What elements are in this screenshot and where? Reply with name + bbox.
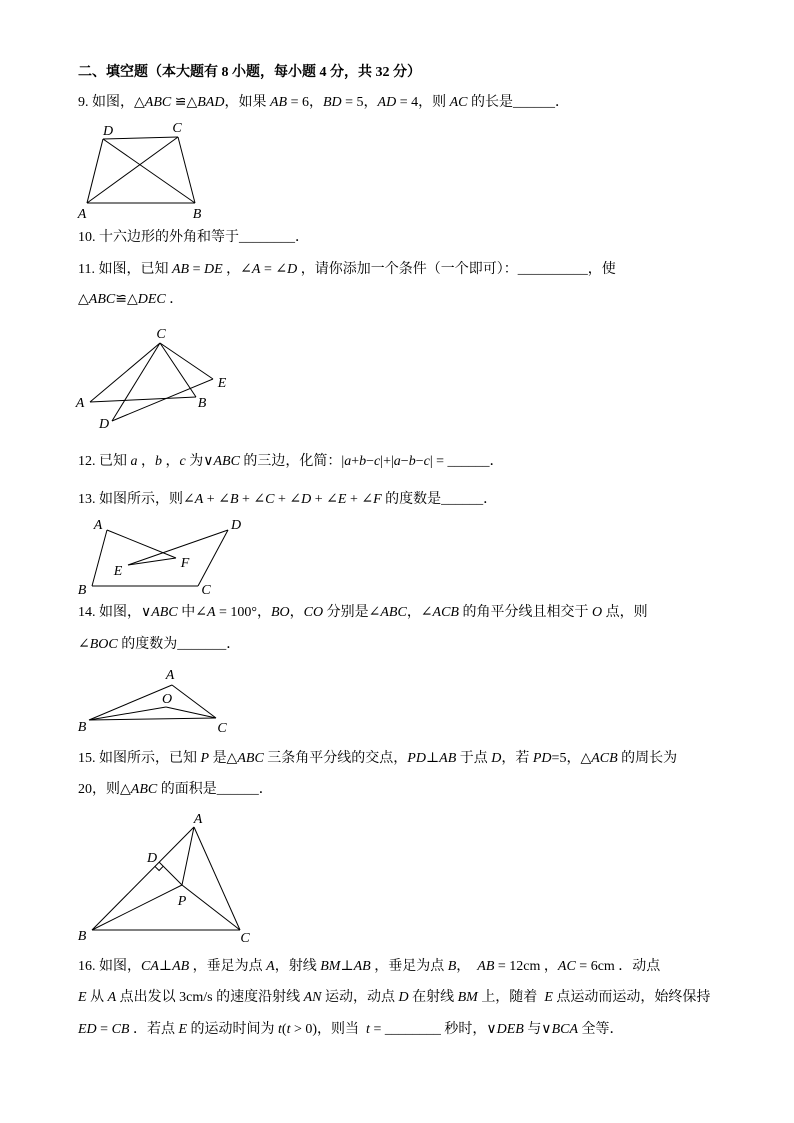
text-run: 是△ — [209, 751, 238, 766]
text-run: = ∠ — [260, 262, 288, 277]
text-run: 的度数为_______． — [117, 637, 241, 652]
text-run: |+| — [380, 454, 394, 469]
vertex-label-B: B — [77, 720, 87, 735]
math-variable: E — [78, 990, 87, 1005]
vertex-label-B: B — [192, 207, 202, 222]
segment-AC — [194, 827, 240, 930]
math-variable: BCA — [551, 1022, 579, 1037]
vertex-label-A: A — [75, 396, 85, 411]
math-variable: AB — [477, 959, 495, 974]
math-variable: F — [373, 492, 382, 507]
math-variable: AB — [269, 95, 288, 110]
segment-BA — [89, 685, 172, 720]
vertex-label-B: B — [77, 583, 87, 598]
text-run: 为∨ — [185, 454, 214, 469]
math-variable: b — [359, 454, 367, 469]
vertex-label-D: D — [102, 124, 114, 139]
segment-DC — [103, 137, 178, 139]
math-variable: AD — [377, 95, 397, 110]
text-run: 14. 如图，∨ — [78, 605, 152, 620]
math-variable: PD — [407, 751, 426, 766]
text-run: 点运动而运动，始终保持 — [552, 990, 711, 1005]
vertex-label-A: A — [165, 668, 175, 683]
figure-q9 — [70, 115, 220, 225]
math-variable: A — [251, 262, 261, 277]
text-run: = — [189, 262, 204, 277]
math-variable: DEC — [137, 292, 166, 307]
segment-CP — [182, 885, 240, 930]
math-variable: t — [286, 1022, 291, 1037]
math-variable: ED — [78, 1022, 97, 1037]
text-run: 运动，动点 — [321, 990, 399, 1005]
text-run: 11. 如图，已知 — [78, 262, 172, 277]
text-run: ．若点 — [129, 1022, 179, 1037]
segment-AP — [182, 827, 194, 885]
text-run: ，垂足为点 — [189, 959, 267, 974]
text-run: 的周长为 — [617, 751, 678, 766]
text-run: 点，则 — [602, 605, 648, 620]
math-variable: BAD — [197, 95, 225, 110]
math-variable: AB — [439, 751, 457, 766]
question-11-line-1 — [78, 261, 616, 279]
question-13-line-1 — [78, 491, 497, 509]
math-variable: O — [592, 605, 603, 620]
vertex-label-A: A — [77, 207, 87, 222]
text-run: ， — [289, 605, 304, 620]
figure-q14 — [70, 662, 240, 737]
math-variable: AC — [449, 95, 468, 110]
vertex-label-C: C — [172, 121, 182, 136]
math-variable: A — [107, 990, 117, 1005]
math-variable: CA — [141, 959, 159, 974]
question-15-line-2 — [78, 781, 273, 799]
vertex-label-C: C — [217, 721, 227, 736]
text-run: 13. 如图所示，则∠ — [78, 492, 195, 507]
question-16-line-1 — [78, 958, 660, 976]
vertex-label-B: B — [197, 396, 207, 411]
segment-CE — [160, 343, 213, 379]
text-run: 分别是∠ — [323, 605, 381, 620]
text-run: ，∠ — [222, 262, 252, 277]
math-variable: B — [229, 492, 239, 507]
math-variable: c — [179, 454, 186, 469]
question-14-line-1 — [78, 604, 648, 622]
text-run: ⊥ — [425, 751, 440, 766]
math-variable: A — [206, 605, 216, 620]
question-16-line-2 — [78, 989, 710, 1007]
math-variable: BOC — [89, 637, 118, 652]
text-run: = 6cm ．动点 — [575, 959, 661, 974]
text-run: ，若 — [501, 751, 533, 766]
text-run: = 6， — [287, 95, 323, 110]
vertex-label-C: C — [240, 931, 250, 946]
text-run: ，请你添加一个条件（一个即可）：__________，使 — [297, 262, 616, 277]
math-variable: t — [366, 1022, 370, 1037]
math-variable: ABC — [130, 782, 158, 797]
math-variable: AB — [172, 959, 190, 974]
question-16-line-3 — [78, 1021, 624, 1039]
math-variable: ABC — [151, 605, 178, 620]
math-variable: P — [200, 751, 210, 766]
vertex-label-C: C — [201, 583, 211, 598]
question-10-line-1 — [78, 229, 309, 247]
text-run: 于点 — [456, 751, 492, 766]
math-variable: PD — [532, 751, 552, 766]
vertex-label-D: D — [146, 851, 158, 866]
segment-BP — [92, 885, 182, 930]
math-variable: DEB — [496, 1022, 524, 1037]
math-variable: ABC — [213, 454, 240, 469]
math-variable: ABC — [88, 292, 116, 307]
math-variable: AB — [353, 959, 371, 974]
segment-CB — [160, 343, 196, 397]
math-variable: b — [408, 454, 416, 469]
math-variable: B — [447, 959, 457, 974]
math-variable: ABC — [380, 605, 407, 620]
text-run: ( — [281, 1022, 287, 1037]
vertex-label-E: E — [217, 376, 227, 391]
math-variable: E — [337, 492, 347, 507]
text-run: 的面积是______． — [157, 782, 273, 797]
math-variable: a — [130, 454, 138, 469]
text-run: 全等． — [578, 1022, 624, 1037]
text-run: 与∨ — [523, 1022, 552, 1037]
text-run: + ∠ — [311, 492, 338, 507]
segment-AB — [92, 530, 107, 586]
text-run: 中∠ — [177, 605, 207, 620]
text-run: = — [96, 1022, 112, 1037]
math-variable: BO — [271, 605, 290, 620]
text-run: 的三边，化简：| — [239, 454, 345, 469]
segment-AF — [107, 530, 176, 558]
math-variable: D — [398, 990, 409, 1005]
segment-CD — [112, 343, 160, 421]
math-variable: CB — [111, 1022, 130, 1037]
math-variable: D — [491, 751, 502, 766]
text-run: 的运动时间为 — [187, 1022, 279, 1037]
vertex-label-E: E — [113, 564, 123, 579]
text-run: − — [366, 454, 375, 469]
text-run: = 5， — [341, 95, 378, 110]
text-run: ⊥ — [158, 959, 173, 974]
text-run: ，∠ — [406, 605, 433, 620]
text-run: − — [415, 454, 424, 469]
text-run: 上，随着 — [477, 990, 545, 1005]
math-variable: C — [265, 492, 275, 507]
segment-EF — [128, 558, 176, 565]
segment-PD — [159, 862, 182, 885]
segment-BC — [89, 718, 216, 720]
vertex-label-A: A — [193, 812, 203, 827]
math-variable: b — [155, 454, 162, 469]
text-run: 点出发以 3cm/s 的速度沿射线 — [116, 990, 304, 1005]
text-run: + ∠ — [346, 492, 374, 507]
math-variable: A — [266, 959, 275, 974]
text-run: ， — [456, 959, 478, 974]
text-run: ，如果 — [224, 95, 270, 110]
math-variable: DE — [204, 262, 223, 277]
question-9-line-1 — [78, 94, 569, 112]
text-run: 的度数是______． — [381, 492, 498, 507]
figure-q13 — [70, 510, 250, 602]
text-run: ≌△ — [115, 292, 138, 307]
vertex-label-P: P — [177, 894, 187, 909]
math-variable: E — [544, 990, 553, 1005]
text-run: ≌△ — [171, 95, 198, 110]
text-run: 20，则△ — [78, 782, 131, 797]
text-run: + ∠ — [203, 492, 230, 507]
question-14-line-2 — [78, 636, 240, 654]
math-variable: A — [194, 492, 204, 507]
text-run: ∠ — [78, 637, 90, 652]
vertex-label-B: B — [77, 929, 87, 944]
segment-AB — [90, 397, 196, 402]
math-variable: ACB — [591, 751, 618, 766]
math-variable: BD — [322, 95, 342, 110]
text-run: = ________ 秒时，∨ — [369, 1022, 497, 1037]
text-run: ， — [137, 454, 155, 469]
question-12-line-1 — [78, 453, 504, 471]
text-run: − — [400, 454, 409, 469]
math-variable: CO — [303, 605, 324, 620]
segment-BA — [92, 827, 194, 930]
vertex-label-A: A — [93, 518, 103, 533]
vertex-label-D: D — [230, 518, 242, 533]
text-run: 从 — [86, 990, 108, 1005]
text-run: △ — [78, 292, 89, 307]
text-run: 15. 如图所示，已知 — [78, 751, 201, 766]
math-variable: BM — [320, 959, 341, 974]
question-11-line-2 — [78, 291, 183, 309]
vertex-label-O: O — [161, 692, 173, 707]
text-run: 10. 十六边形的外角和等于________． — [78, 230, 309, 245]
math-variable: a — [393, 454, 401, 469]
text-run: ，射线 — [274, 959, 321, 974]
text-run: = 100°， — [215, 605, 271, 620]
math-variable: c — [423, 454, 430, 469]
text-run: = 4，则 — [396, 95, 450, 110]
text-run: =5，△ — [551, 751, 592, 766]
math-variable: a — [344, 454, 352, 469]
math-variable: AB — [171, 262, 190, 277]
text-run: = 12cm ， — [494, 959, 558, 974]
text-run: 三条角平分线的交点， — [263, 751, 408, 766]
math-variable: ABC — [144, 95, 172, 110]
math-variable: D — [301, 492, 312, 507]
text-run: | = ______． — [429, 454, 504, 469]
vertex-label-C: C — [156, 327, 166, 342]
text-run: ⊥ — [340, 959, 354, 974]
text-run: 12. 已知 — [78, 454, 131, 469]
section-title: 二、填空题（本大题有 8 小题，每小题 4 分，共 32 分） — [78, 65, 421, 80]
math-variable: AN — [303, 990, 322, 1005]
text-run: > 0)，则当 — [290, 1022, 367, 1037]
vertex-label-F: F — [180, 556, 190, 571]
math-variable: BM — [457, 990, 478, 1005]
math-variable: c — [374, 454, 381, 469]
vertex-label-D: D — [98, 417, 110, 432]
text-run: + — [351, 454, 360, 469]
question-15-line-1 — [78, 750, 677, 768]
text-run: + ∠ — [238, 492, 266, 507]
figure-q15 — [70, 808, 255, 948]
text-run: 9. 如图，△ — [78, 95, 145, 110]
math-variable: ACB — [432, 605, 459, 620]
text-run: 16. 如图， — [78, 959, 141, 974]
text-run: + ∠ — [274, 492, 302, 507]
text-run: ，垂足为点 — [370, 959, 448, 974]
text-run: 的长是______． — [467, 95, 570, 110]
text-run: 的角平分线且相交于 — [459, 605, 592, 620]
figure-q11 — [70, 320, 240, 435]
right-angle-mark — [155, 866, 164, 870]
segment-CA — [90, 343, 160, 402]
math-variable: E — [178, 1022, 188, 1037]
text-run: ． — [165, 292, 184, 307]
segment-DE — [128, 530, 228, 565]
segment-BO — [89, 707, 166, 720]
math-variable: ABC — [237, 751, 264, 766]
math-variable: AC — [557, 959, 576, 974]
math-variable: t — [278, 1022, 282, 1037]
math-variable: D — [287, 262, 298, 277]
text-run: ， — [162, 454, 180, 469]
text-run: 在射线 — [408, 990, 458, 1005]
